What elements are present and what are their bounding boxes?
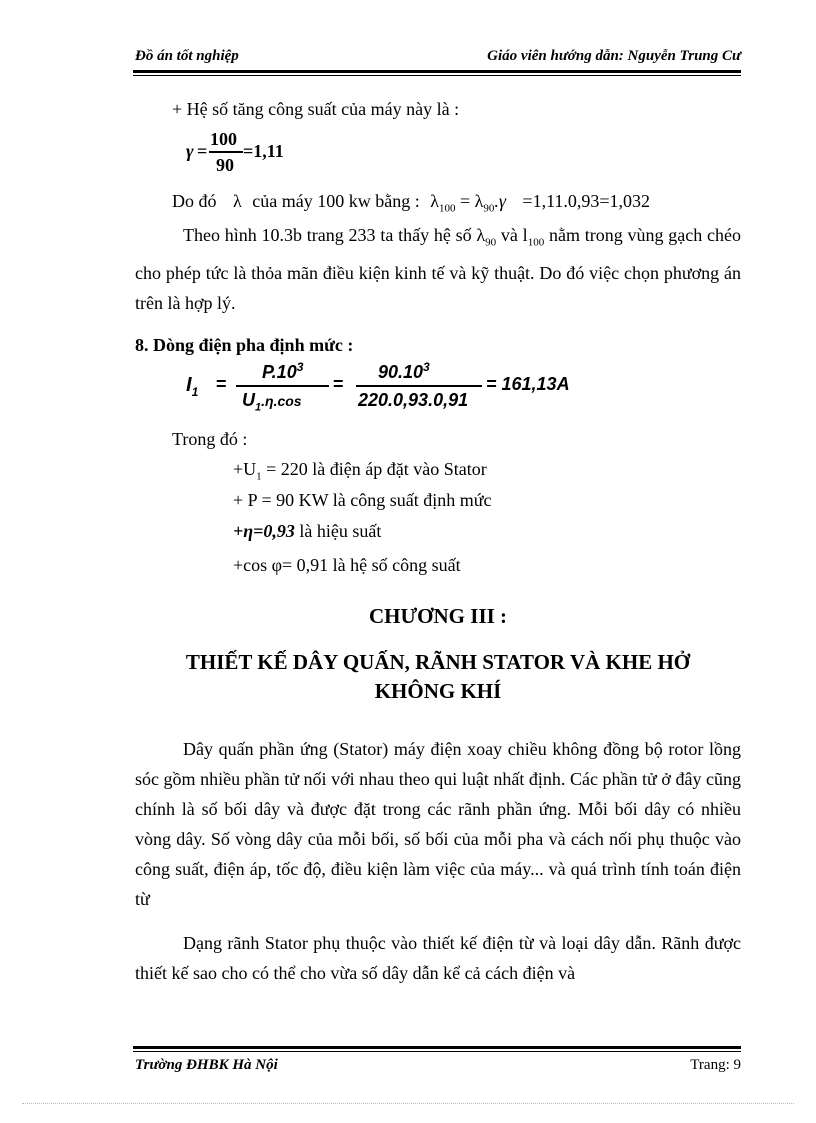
current-frac-bar-1 (236, 385, 329, 387)
footer-page-number: Trang: 9 (690, 1057, 741, 1073)
l100: $l_{100}$ (522, 225, 545, 249)
body-paragraph-2: Dạng rãnh Stator phụ thuộc vào thiết kế điện từ và loại dây dẫn. Rãnh được thiết kế sao cho có thể cho vừa số dây dẫn kể cả cách điện và (135, 933, 741, 983)
gain-denominator: 90 (216, 155, 234, 175)
current-lhs: $I_1$ (186, 374, 199, 399)
where-item-u1: $+U_1 = 220$ là điện áp đặt vào Stator (233, 459, 487, 483)
where-item-eta: +η=0,93 là hiệu suất (233, 521, 382, 541)
chapter-title-line1: THIẾT KẾ DÂY QUẤN, RÃNH STATOR VÀ KHE HỞ (185, 650, 691, 674)
page-footer (135, 1057, 741, 1074)
lambda-symbol: λ (233, 191, 242, 211)
body-paragraph-1: Dây quấn phần ứng (Stator) máy điện xoay chiều không đồng bộ rotor lồng sóc gồm nhiều phần tử nối với nhau theo qui luật nhất định. Các phần tử ở đây cũng chính là số bối dây và được đặt trong các rãnh phần ứng. Mỗi bối dây có nhiều vòng dây. Số vòng dây của mỗi bối, số bối của mỗi pha và cách nối phụ thuộc vào công suất, điện áp, tốc độ, điều kiện làm việc của máy... và quá trình tính toán điện từ (135, 739, 741, 909)
current-eq: = (216, 374, 227, 394)
lambda-rhs: $\lambda_{90}$ (474, 191, 495, 215)
footer-rule-thin (133, 1051, 741, 1052)
lambda-prefix: Do đó (172, 191, 217, 211)
footer-rule-thick (133, 1046, 741, 1049)
current-den1: $U_1.\eta.\cos$ (242, 390, 302, 414)
section-8-heading: 8. Dòng điện pha định mức : (135, 335, 354, 355)
header-rule-thin (133, 75, 741, 76)
lambda-result: =1,11.0,93=1,032 (522, 191, 651, 211)
page-bottom-edge (22, 1103, 794, 1104)
header-left: Đồ án tốt nghiệp (135, 48, 239, 64)
current-formula (186, 358, 606, 414)
current-num2: 90.10$^3$ (378, 360, 430, 382)
current-frac-bar-2 (356, 385, 482, 387)
gain-result: =1,11 (243, 141, 284, 161)
header-rule-thick (133, 70, 741, 73)
lambda-eq: = (455, 191, 475, 211)
where-label: Trong đó : (172, 429, 248, 449)
where-item-cos: +cos φ= 0,91 là hệ số công suất (233, 555, 461, 575)
footer-left: Trường ĐHBK Hà Nội (135, 1057, 278, 1073)
current-result: = 161,13A (486, 374, 570, 394)
current-num1: $P.10^3$ (262, 360, 304, 382)
gain-formula (186, 126, 326, 178)
chapter-label: CHƯƠNG III : (368, 604, 508, 628)
gain-symbol: γ (186, 141, 194, 161)
gain-numerator: 100 (210, 129, 237, 149)
header-right: Giáo viên hướng dẫn: Nguyễn Trung Cư (487, 48, 741, 64)
paragraph-chart-check: Theo hình 10.3b trang 233 ta thấy hệ số $\lambda_{90}$ và $l_{100}$ nằm trong vùng gạch chéo cho phép tức là thỏa mãn điều kiện kinh tế và kỹ thuật. Do đó việc chọn phương án trên là hợp lý. (135, 225, 741, 313)
lambda-line (172, 192, 650, 215)
current-den2: 220.0,93.0,91 (358, 390, 469, 410)
gain-equals: = (197, 141, 208, 161)
lambda-middle: của máy 100 kw bằng : (252, 191, 420, 211)
gain-intro: + Hệ số tăng công suất của máy này là : (172, 99, 460, 119)
lambda-lhs: $\lambda_{100}$ (430, 191, 456, 215)
current-eq2: = (333, 374, 344, 394)
lambda-times: .γ (494, 191, 506, 211)
page-header (135, 48, 741, 68)
lambda90: $\lambda_{90}$ (476, 225, 497, 249)
where-item-p: + P = 90 KW là công suất định mức (233, 490, 492, 510)
chapter-title-line2: KHÔNG KHÍ (374, 679, 502, 703)
gain-fraction-bar (209, 151, 243, 153)
